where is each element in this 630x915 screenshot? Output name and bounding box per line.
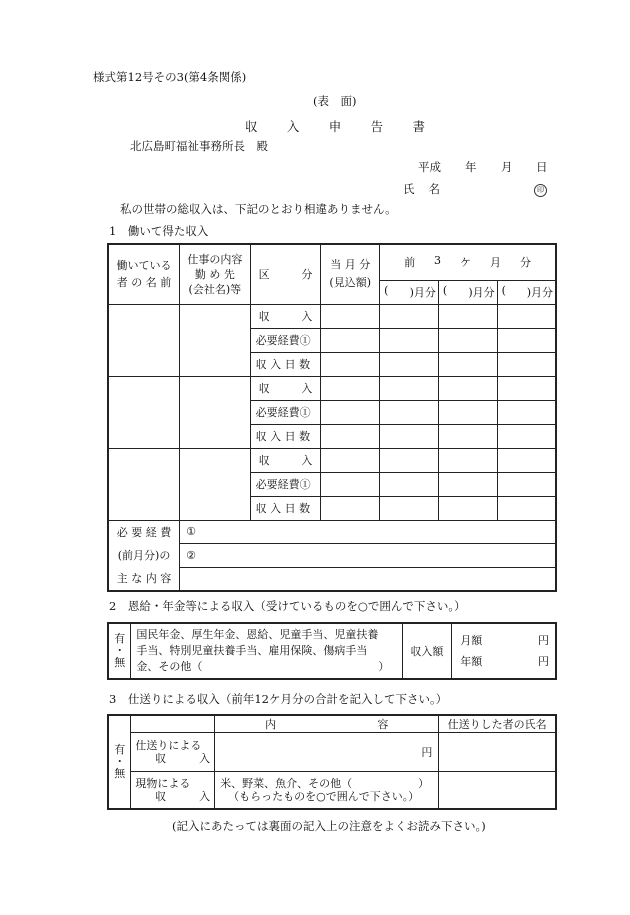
current-cell[interactable] [321,400,380,424]
current-cell[interactable] [321,304,380,328]
month-open: ( [384,284,389,297]
intro-text: 私の世帯の総収入は、下記のとおり相違ありません。 [120,202,397,216]
month-cell[interactable] [438,424,497,448]
header-line: 働いている [116,259,172,273]
row-expense-label: 必要経費① [250,472,321,496]
monthly-label: 月額 [460,634,483,647]
page-title [245,117,425,135]
header-line: 当 月 分 [330,258,371,272]
header-line: (会社名)等 [188,282,242,296]
title-char: 入 [286,119,300,134]
month-cell[interactable] [380,304,439,328]
header-line: 勤 め 先 [194,267,235,281]
pension-types-line: 国民年金、厚生年金、恩給、児童手当、児童扶養 [136,628,379,641]
month-cell[interactable] [380,424,439,448]
month-header [380,280,439,304]
yearly-label: 年額 [460,655,483,668]
footer-note: (記入にあたっては裏面の記入上の注意をよくお読み下さい。) [172,819,486,833]
month-open: ( [442,284,448,297]
header-char: 月 [490,256,502,270]
col-kubun-header [250,244,321,304]
current-cell[interactable] [321,424,380,448]
current-cell[interactable] [321,472,380,496]
title-char: 申 [328,119,342,134]
month-cell[interactable] [438,472,497,496]
seal-icon: 印 [534,184,547,197]
no-label: 無 [114,656,126,669]
header-line: (見込額) [329,276,372,290]
col-job-header [180,244,251,304]
yen-unit: 円 [538,634,549,647]
col-current-header [321,244,380,304]
month-cell[interactable] [380,448,439,472]
month-cell[interactable] [438,376,497,400]
label-line: 現物による [135,776,191,790]
month-header [497,280,556,304]
title-char: 収 [245,119,258,134]
header-line: 者 の 名 前 [116,276,172,290]
date-year-label: 年 [465,160,477,174]
expense-detail-3[interactable] [180,567,556,591]
seal-mark [534,181,547,197]
cash-label [131,733,215,772]
expense-details-label [108,520,180,591]
month-cell[interactable] [380,328,439,352]
sender-header: 仕送りした者の氏名 [439,715,556,733]
date-era: 平成 [418,160,441,174]
month-cell[interactable] [497,496,556,520]
worker-name-cell[interactable] [108,304,180,376]
header-line: 仕事の内容 [187,252,243,266]
header-char: 前 [404,256,416,270]
allowance-income-table [107,714,557,810]
month-cell[interactable] [438,448,497,472]
header-char: 容 [377,718,389,731]
month-cell[interactable] [380,496,439,520]
name-label [403,181,440,197]
section3-heading: 3 仕送りによる収入（前年12ケ月分の合計を記入して下さい。） [109,692,448,706]
expense-detail-1[interactable]: ① [180,520,556,544]
cash-amount-cell[interactable] [215,733,439,772]
row-days-label: 収 入 日 数 [250,352,321,376]
goods-line: （もらったものを○で囲んで下さい。） [228,789,420,803]
yes-no-cell[interactable] [108,715,131,809]
header-char: 内 [265,718,277,731]
row-expense-label: 必要経費① [250,400,321,424]
no-label: 無 [114,766,126,780]
month-cell[interactable] [497,352,556,376]
amount-cell[interactable] [452,623,556,679]
row-income-label: 収 入 [250,448,321,472]
yen-unit: 円 [538,655,549,668]
expense-detail-2[interactable]: ② [180,544,556,568]
label-line: 仕送りによる [135,739,202,752]
job-cell[interactable] [180,448,251,520]
pension-income-table [107,622,557,680]
goods-content-cell[interactable] [215,772,439,809]
month-close: )月分 [468,286,495,299]
content-header [215,715,439,733]
goods-line: 米、野菜、魚介、その他（ ） [220,776,430,790]
col-worker-header [108,244,180,304]
month-cell[interactable] [497,424,556,448]
dot-label: ・ [114,644,126,657]
row-expense-label: 必要経費① [250,328,321,352]
side-label: (表 面) [313,94,357,108]
amount-label: 収入額 [402,623,452,679]
month-cell[interactable] [380,376,439,400]
month-close: )月分 [409,286,436,299]
month-cell[interactable] [497,304,556,328]
month-cell[interactable] [497,400,556,424]
month-header [438,280,497,304]
job-cell[interactable] [180,304,251,376]
current-cell[interactable] [321,328,380,352]
month-close: )月分 [526,286,553,299]
month-cell[interactable] [380,400,439,424]
month-cell[interactable] [380,472,439,496]
label-line: (前月分)の [117,548,171,562]
month-cell[interactable] [438,328,497,352]
section1-heading: 1 働いて得た収入 [109,224,209,238]
blank-header [131,715,215,733]
section2-heading: 2 恩給・年金等による収入（受けているものを○で囲んで下さい。） [109,599,466,613]
header-char: 3 [434,254,442,268]
name-label-char: 氏 [403,182,415,196]
current-cell[interactable] [321,448,380,472]
job-cell[interactable] [180,376,251,448]
col-prev3-header [380,244,556,280]
dot-label: ・ [114,754,126,768]
month-cell[interactable] [438,352,497,376]
month-cell[interactable] [497,448,556,472]
goods-label [131,772,215,809]
pension-types-cell[interactable] [131,623,402,679]
date-month-label: 月 [501,160,513,174]
date-day-label: 日 [536,160,548,174]
cash-sender-cell[interactable] [439,733,556,772]
row-income-label: 収 入 [250,376,321,400]
title-char: 告 [370,119,384,134]
label-line: 主 な 内 容 [116,571,172,585]
header-char: 分 [301,268,313,282]
row-income-label: 収 入 [250,304,321,328]
month-cell[interactable] [438,304,497,328]
goods-sender-cell[interactable] [439,772,556,809]
header-char: 分 [520,256,531,270]
yes-no-cell[interactable] [108,623,131,679]
name-label-char: 名 [428,182,440,196]
current-cell[interactable] [321,352,380,376]
form-number: 様式第12号その3(第4条関係) [93,70,247,84]
month-cell[interactable] [438,400,497,424]
yes-label: 有 [114,742,126,756]
month-cell[interactable] [497,472,556,496]
label-line: 収 入 [155,789,211,803]
row-days-label: 収 入 日 数 [250,496,321,520]
month-cell[interactable] [497,376,556,400]
pension-types-line: 手当、特別児童扶養手当、雇用保険、傷病手当 [136,644,368,657]
header-char: 区 [258,268,270,282]
label-line: 収 入 [155,752,211,765]
month-cell[interactable] [438,496,497,520]
title-char: 書 [412,119,425,134]
month-cell[interactable] [497,328,556,352]
pension-types-line: 金、その他（ ） [136,660,390,673]
current-cell[interactable] [321,376,380,400]
worker-name-cell[interactable] [108,376,180,448]
row-days-label: 収 入 日 数 [250,424,321,448]
yen-unit: 円 [421,746,433,759]
work-income-table [107,243,557,592]
worker-name-cell[interactable] [108,448,180,520]
addressee: 北広島町福祉事務所長 殿 [130,139,268,153]
month-cell[interactable] [380,352,439,376]
current-cell[interactable] [321,496,380,520]
month-open: ( [501,284,506,297]
yes-label: 有 [114,632,126,645]
label-line: 必 要 経 費 [116,525,172,539]
header-char: ケ [460,256,472,270]
